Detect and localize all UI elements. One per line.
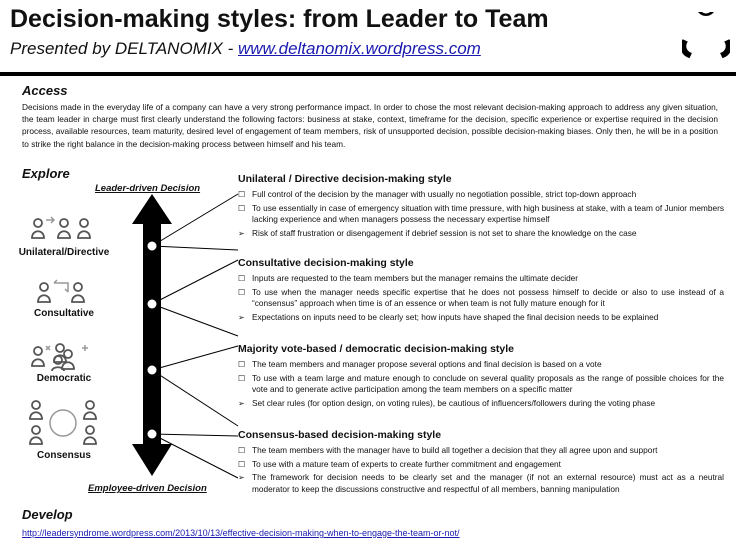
connector-line (152, 246, 238, 250)
reference-link[interactable]: http://leadersyndrome.wordpress.com/2013/10/13/effective-decision-making-when-to-engage-the-team-or-not/ (22, 528, 460, 538)
employee-driven-label: Employee-driven Decision (88, 483, 207, 494)
list-item: ➢ Expectations on inputs need to be clearly set; how inputs have shaped the final decision needs to be explained (238, 311, 659, 322)
list-item: ☐ To use with a team large and mature enough to conclude on several quality proposals as the range of possible choices for the vote and to generate active participation among the team members on a specific matter (238, 372, 724, 395)
checkbox-bullet-icon: ☐ (238, 373, 246, 383)
arrow-dot (148, 242, 157, 251)
page-subtitle (10, 38, 670, 60)
block-consultative (238, 257, 724, 325)
list-item: ☐ The team members with the manager have to build all together a decision that they all agree upon and support (238, 445, 658, 455)
subtitle-prefix: Presented by DELTANOMIX - (10, 39, 238, 58)
list-item: ☐ Inputs are requested to the team members but the manager remains the ultimate decider (238, 273, 579, 283)
exchange-icon (36, 278, 88, 306)
block-title: Consensus-based decision-making style (238, 429, 442, 441)
style-label-consensus: Consensus (37, 450, 91, 461)
connector-line (152, 260, 238, 304)
connector-line (152, 304, 238, 336)
arrow-dot (148, 366, 157, 375)
block-unilateral (238, 173, 724, 241)
develop-heading: Develop (22, 507, 73, 522)
connector-line (152, 434, 238, 478)
decision-arrow-diagram (120, 180, 240, 482)
one-to-many-icon (30, 214, 94, 242)
list-item: ☐ To use with a mature team of experts to create further commitment and engagement (238, 458, 561, 469)
deltanomix-logo-icon (682, 8, 730, 60)
header-divider (0, 72, 736, 76)
list-item: ➢ Set clear rules (for option design, on voting rules), be cautious of influencers/followers during the voting phase (238, 397, 656, 408)
block-title: Consultative decision-making style (238, 257, 414, 269)
checkbox-bullet-icon: ☐ (238, 360, 246, 369)
block-consensus (238, 429, 724, 497)
style-label-unilateral: Unilateral/Directive (18, 247, 110, 258)
list-item: ☐ The team members and manager propose several options and final decision is based on a vote (238, 359, 602, 369)
list-item: ☐ To use when the manager needs specific expertise that he does not possess himself to decide or also to use instead of a “consensus” approach when time is of an essence or when team is not fully mature enough for it (238, 286, 724, 309)
blog-link[interactable]: www.deltanomix.wordpress.com (238, 39, 481, 58)
style-label-democratic: Democratic (36, 373, 92, 384)
list-item: ➢ The framework for decision needs to be clearly set and the manager (if not an external resource) must act as a neutral moderator to keep the discussions constructive and respectful of all members, banning manipulation (238, 472, 724, 494)
access-paragraph: Decisions made in the everyday life of a company can have a very strong performance impact. In order to chose the most relevant decision-making approach to address any given situation, the team leader in charge must first clearly understand the following factors: business at stake, context, timeframe for the decision, specific experience or expertise required in the decision process, available resources, team maturity, desired level of engagement of team members, risk of unsupported decision, possible decision-making biases. Only then, he will be in a position to strike the right balance in the decision-making process between himself and his team. (22, 102, 718, 149)
arrow-dot (148, 300, 157, 309)
access-heading: Access (22, 83, 68, 98)
arrow-bullet-icon: ➢ (238, 398, 245, 408)
arrow-dot (148, 430, 157, 439)
checkbox-bullet-icon: ☐ (238, 190, 246, 199)
block-democratic (238, 343, 724, 411)
checkbox-bullet-icon: ☐ (238, 459, 246, 469)
leader-driven-label: Leader-driven Decision (95, 183, 201, 194)
arrow-bullet-icon: ➢ (238, 228, 245, 238)
list-item: ➢ Risk of staff frustration or disengagement if debrief session is not set to share the knowledge on the case (238, 227, 637, 238)
style-label-consultative: Consultative (33, 308, 94, 319)
connector-line (152, 346, 238, 370)
explore-heading: Explore (22, 166, 70, 181)
block-title: Unilateral / Directive decision-making style (238, 173, 452, 185)
connector-line (152, 370, 238, 426)
list-item: ☐ Full control of the decision by the manager with usually no negotiation possible, strict top-down approach (238, 189, 637, 199)
block-title: Majority vote-based / democratic decision-making style (238, 343, 514, 355)
arrow-bullet-icon: ➢ (238, 473, 245, 483)
vote-icon (30, 340, 94, 372)
checkbox-bullet-icon: ☐ (238, 446, 246, 455)
connector-line (152, 434, 238, 436)
checkbox-bullet-icon: ☐ (238, 287, 246, 297)
checkbox-bullet-icon: ☐ (238, 203, 246, 213)
list-item: ☐ To use essentially in case of emergency situation with time pressure, with high business at stake, with a team of Junior members lacking experience and when managers possess the necessary expertise himself (238, 202, 724, 225)
checkbox-bullet-icon: ☐ (238, 274, 246, 283)
arrow-bullet-icon: ➢ (238, 312, 245, 322)
page-title: Decision-making styles: from Leader to Team (10, 5, 549, 33)
circle-group-icon (28, 398, 98, 448)
